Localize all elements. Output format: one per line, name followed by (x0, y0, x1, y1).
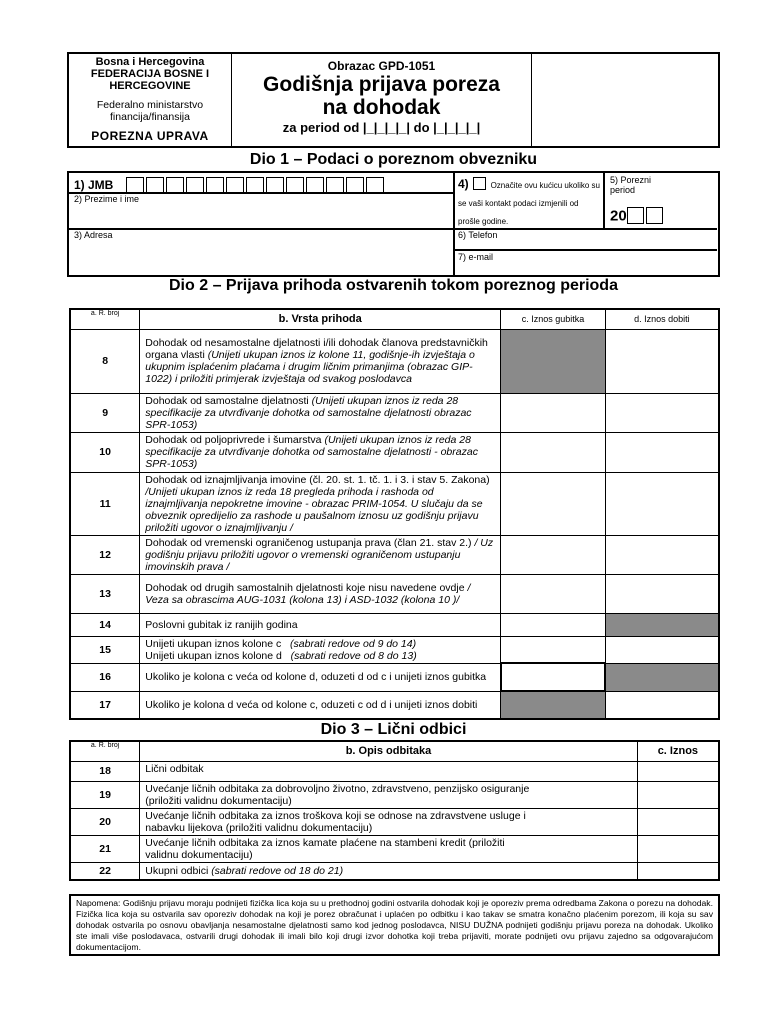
row-number: 9 (70, 393, 140, 432)
table-header-row (70, 309, 719, 329)
profit-cell[interactable] (605, 329, 719, 393)
table-row (70, 663, 719, 691)
tax-period-field (610, 175, 710, 225)
col-b-header: b. Vrsta prihoda (140, 309, 501, 329)
title-block (232, 54, 532, 146)
jmb-field[interactable] (74, 176, 386, 194)
table-row (70, 535, 719, 574)
f4-num: 4) (458, 177, 469, 191)
row-number: 10 (70, 432, 140, 472)
contact-change-checkbox[interactable] (473, 177, 486, 190)
col-a-header: a. R. broj (70, 741, 140, 761)
name-field[interactable]: 2) Prezime i ime (74, 194, 140, 204)
row-number: 14 (70, 613, 140, 636)
col-d-header: d. Iznos dobiti (605, 309, 719, 329)
amount-cell[interactable] (637, 835, 719, 862)
loss-cell[interactable] (501, 574, 606, 613)
profit-cell-disabled (605, 663, 719, 691)
table-row (70, 613, 719, 636)
phone-field[interactable]: 6) Telefon (458, 230, 498, 240)
row-description: Dohodak od samostalne djelatnosti (Unijeti ukupan iznos iz reda 28 specifikacije za utvrđivanje dohotka od samostalne djelatnosti obrazac SPR-1053) (140, 393, 501, 432)
table-row (70, 761, 719, 781)
row-description: Uvećanje ličnih odbitaka za iznos kamate plaćene na stambeni kredit (priložiti validnu dokumentaciju) (140, 835, 638, 862)
row-number: 20 (70, 808, 140, 835)
row-number: 12 (70, 535, 140, 574)
jmb-label: 1) JMB (74, 178, 114, 192)
tax-period-digit2[interactable] (646, 207, 663, 224)
row-description: Ukoliko je kolona c veća od kolone d, oduzeti d od c i unijeti iznos gubitka (140, 663, 501, 691)
row-number: 19 (70, 781, 140, 808)
table-row (70, 393, 719, 432)
tax-period-digit1[interactable] (627, 207, 644, 224)
col-a-header: a. R. broj (70, 309, 140, 329)
loss-cell[interactable] (501, 613, 606, 636)
table-row (70, 808, 719, 835)
table-row (70, 472, 719, 535)
row-description: Ukupni odbici (sabrati redove od 18 do 21) (140, 862, 638, 880)
amount-total-cell[interactable] (637, 862, 719, 880)
amount-cell[interactable] (637, 808, 719, 835)
profit-cell[interactable] (605, 393, 719, 432)
row-description: Ukoliko je kolona d veća od kolone c, oduzeti c od d i unijeti iznos dobiti (140, 691, 501, 719)
row-description: Dohodak od poljoprivrede i šumarstva (Unijeti ukupan iznos iz reda 28 specifikacije za utvrđivanje dohotka od samostalne djelatnosti - obrazac SPR-1053) (140, 432, 501, 472)
row-description: Dohodak od vremenski ograničenog ustupanja prava (član 21. stav 2.) / Uz godišnju prijavu priložiti ugovor o vremenski ograničenom ustupanju imovinskih prava / (140, 535, 501, 574)
row-description: Lični odbitak (140, 761, 638, 781)
deductions-table (69, 740, 720, 881)
row-description: Uvećanje ličnih odbitaka za iznos troškova koji se odnose na zdravstvene usluge i nabavku lijekova (priložiti validnu dokumentaciju) (140, 808, 638, 835)
contact-change-text: Označite ovu kućicu ukoliko su se vaši kontakt podaci izmjenili od prošle godine. (458, 181, 600, 226)
table-row (70, 636, 719, 663)
net-profit-cell[interactable] (605, 691, 719, 719)
loss-total-cell[interactable] (501, 636, 606, 663)
table-row (70, 862, 719, 880)
profit-cell-disabled (605, 613, 719, 636)
dio2-title: Dio 2 – Prijava prihoda ostvarenih tokom poreznog perioda (169, 277, 618, 294)
row-description: Unijeti ukupan iznos kolone c (sabrati redove od 9 do 14) Unijeti ukupan iznos kolone d (sabrati redove od 8 do 13) (140, 636, 501, 663)
loss-cell-disabled (501, 329, 606, 393)
row-number: 13 (70, 574, 140, 613)
income-table (69, 308, 720, 720)
row-number: 16 (70, 663, 140, 691)
dio3-title: Dio 3 – Lični odbici (320, 721, 467, 738)
country: Bosna i Hercegovina (95, 56, 205, 68)
issuer-block (69, 54, 232, 146)
row-description: Poslovni gubitak iz ranijih godina (140, 613, 501, 636)
loss-cell[interactable] (501, 472, 606, 535)
email-field[interactable]: 7) e-mail (458, 252, 494, 262)
federation: FEDERACIJA BOSNE I HERCEGOVINE (90, 68, 210, 92)
row-description: Dohodak od nesamostalne djelatnosti i/ili dohodak članova predstavničkih organa vlasti (Unijeti ukupan iznos iz kolone 11, godišnje-ih izvještaja o ukupnim isplaćenim plaćama i drugim ličnim primanjima (obrazac GIP-1022) i priložiti primjerak izvještaja od svakog poslodavca (140, 329, 501, 393)
tax-period-prefix: 20 (610, 207, 627, 225)
tax-period-label: 5) Porezni period (610, 175, 652, 195)
loss-cell[interactable] (501, 535, 606, 574)
col-b-header: b. Opis odbitaka (140, 741, 638, 761)
loss-cell-disabled (501, 691, 606, 719)
table-row (70, 329, 719, 393)
net-loss-cell[interactable] (501, 663, 606, 691)
amount-cell[interactable] (637, 781, 719, 808)
table-row (70, 835, 719, 862)
note-box: Napomena: Godišnju prijavu moraju podnijeti fizička lica koja su u prethodnoj godini ostvarila dohodak koji je oporeziv prema odredbama Zakona o porezu na dohodak. Fizička lica koja su ostvarila sav oporeziv dohodak na koji je porez obračunat i uplaćen po odbitku i kao takav se smatra konačno plaćenim porezom, ili koja su sav dohodak ostvarila po osnovu obavljanja nesamostalne djelatnosti samo kod jednog poslodavca, NISU DUŽNA podnijeti godišnju prijavu poreza na dohodak. Ukoliko ste imali više poslodavaca, ostvarili drugi dohodak ili imali bilo koji drugi izvor dohotka koji treba prijaviti, morate podnijeti ovu prijavu zajedno sa odgovarajućom dokumentacijom. (69, 894, 720, 956)
contact-change-field (458, 175, 600, 229)
taxpayer-section (67, 171, 720, 277)
profit-cell[interactable] (605, 535, 719, 574)
row-description: Dohodak od iznajmljivanja imovine (čl. 20. st. 1. tč. 1. i 3. i stav 5. Zakona) /Unijeti ukupan iznos iz reda 18 pregleda prihoda i rashoda od iznajmljivanja nepokretne imovine - obrazac PRIM-1054. U slučaju da se obveznik opredijelio za rashode u paušalnom iznosu uz godišnju prijavu priložiti ugovor o iznajmljivanju / (140, 472, 501, 535)
form-code: Obrazac GPD-1051 (327, 59, 436, 73)
address-field[interactable]: 3) Adresa (74, 230, 113, 240)
row-number: 11 (70, 472, 140, 535)
row-description: Uvećanje ličnih odbitaka za dobrovoljno životno, zdravstveno, penzijsko osiguranje (priložiti validnu dokumentaciju) (140, 781, 638, 808)
row-number: 22 (70, 862, 140, 880)
profit-cell[interactable] (605, 432, 719, 472)
table-row (70, 574, 719, 613)
row-number: 18 (70, 761, 140, 781)
amount-cell[interactable] (637, 761, 719, 781)
period-field[interactable]: za period od |_|_|_|_| do |_|_|_|_| (282, 120, 481, 135)
form-title-line1: Godišnja prijava poreza (263, 73, 500, 96)
row-description: Dohodak od drugih samostalnih djelatnosti koje nisu navedene ovdje / Veza sa obrascima AUG-1031 (kolona 13) i ASD-1032 (kolona 10 )/ (140, 574, 501, 613)
table-row (70, 691, 719, 719)
row-number: 15 (70, 636, 140, 663)
dio1-title: Dio 1 – Podaci o poreznom obvezniku (249, 151, 538, 168)
table-header-row (70, 741, 719, 761)
loss-cell[interactable] (501, 432, 606, 472)
row-number: 8 (70, 329, 140, 393)
profit-total-cell[interactable] (605, 636, 719, 663)
form-title-line2: na dohodak (322, 96, 441, 119)
profit-cell[interactable] (605, 574, 719, 613)
table-row (70, 432, 719, 472)
ministry: Federalno ministarstvo financija/finansija (96, 99, 204, 123)
row-number: 21 (70, 835, 140, 862)
loss-cell[interactable] (501, 393, 606, 432)
form-header (67, 52, 720, 148)
profit-cell[interactable] (605, 472, 719, 535)
col-c-header: c. Iznos (637, 741, 719, 761)
col-c-header: c. Iznos gubitka (501, 309, 606, 329)
row-number: 17 (70, 691, 140, 719)
authority: POREZNA UPRAVA (91, 129, 209, 143)
table-row (70, 781, 719, 808)
